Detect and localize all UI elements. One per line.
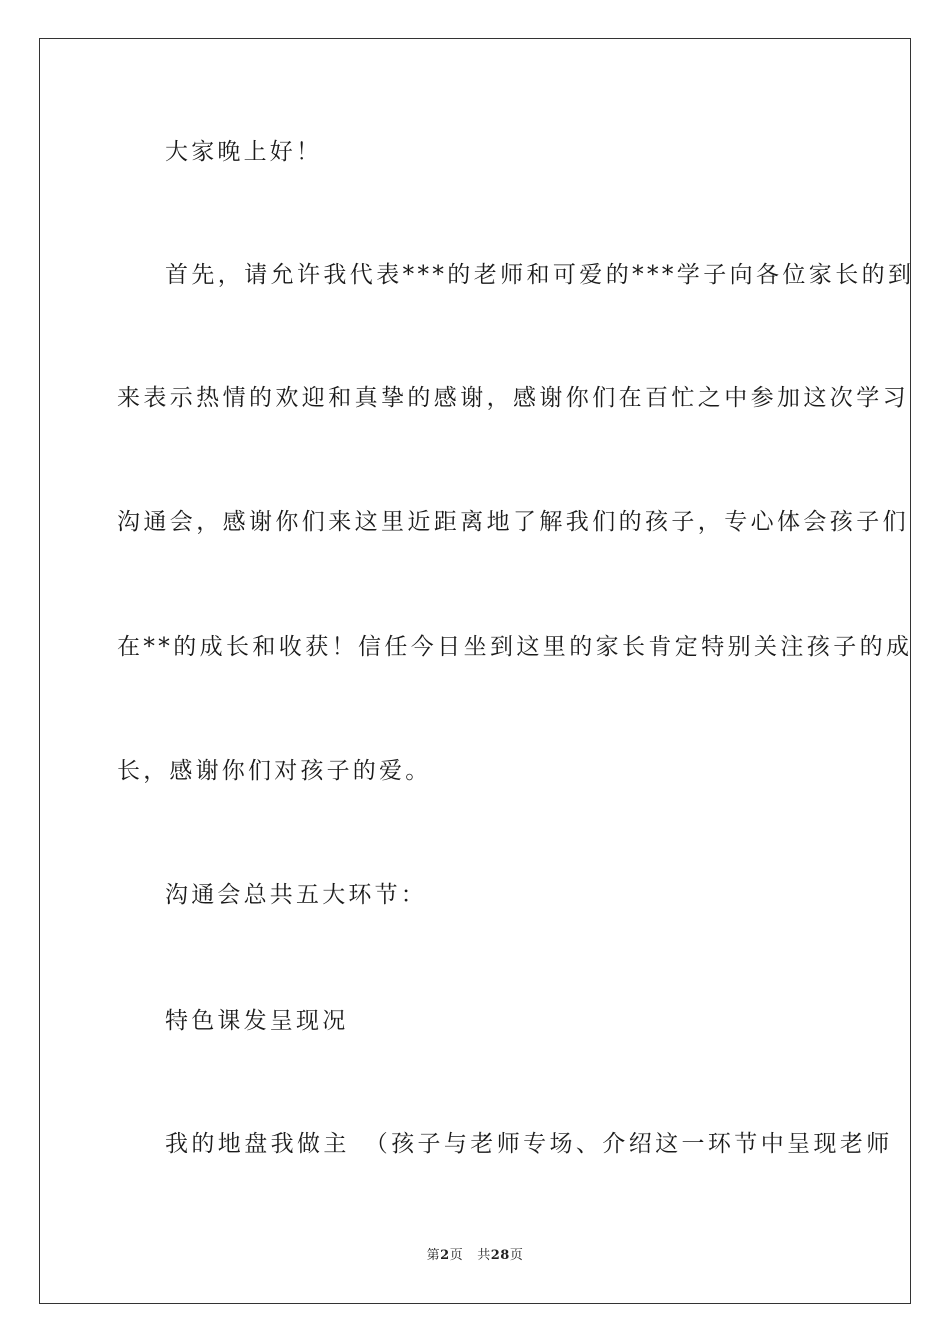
total-pages: 28 [490, 1248, 510, 1263]
paragraph-line: 我的地盘我做主 （孩子与老师专场、介绍这一环节中呈现老师 [165, 1131, 893, 1157]
page-prefix: 第 [426, 1248, 441, 1263]
paragraph-line: 在**的成长和收获！信任今日坐到这里的家长肯定特别关注孩子的成 [117, 634, 913, 660]
paragraph-line: 沟通会，感谢你们来这里近距离地了解我们的孩子，专心体会孩子们 [117, 509, 909, 535]
page-footer [0, 1247, 950, 1265]
paragraph-sections-intro: 沟通会总共五大环节： [165, 882, 427, 908]
section-title: 特色课发呈现况 [165, 1008, 349, 1034]
paragraph-greeting: 大家晚上好！ [165, 139, 323, 165]
total-suffix: 页 [509, 1248, 524, 1263]
paragraph-line: 首先，请允许我代表***的老师和可爱的***学子向各位家长的到 [165, 262, 915, 288]
page-suffix: 页 [449, 1248, 464, 1263]
page-number: 2 [440, 1248, 450, 1263]
total-prefix: 共 [477, 1248, 491, 1263]
paragraph-line: 来表示热情的欢迎和真挚的感谢，感谢你们在百忙之中参加这次学习 [117, 385, 909, 411]
paragraph-line: 长，感谢你们对孩子的爱。 [117, 758, 432, 784]
